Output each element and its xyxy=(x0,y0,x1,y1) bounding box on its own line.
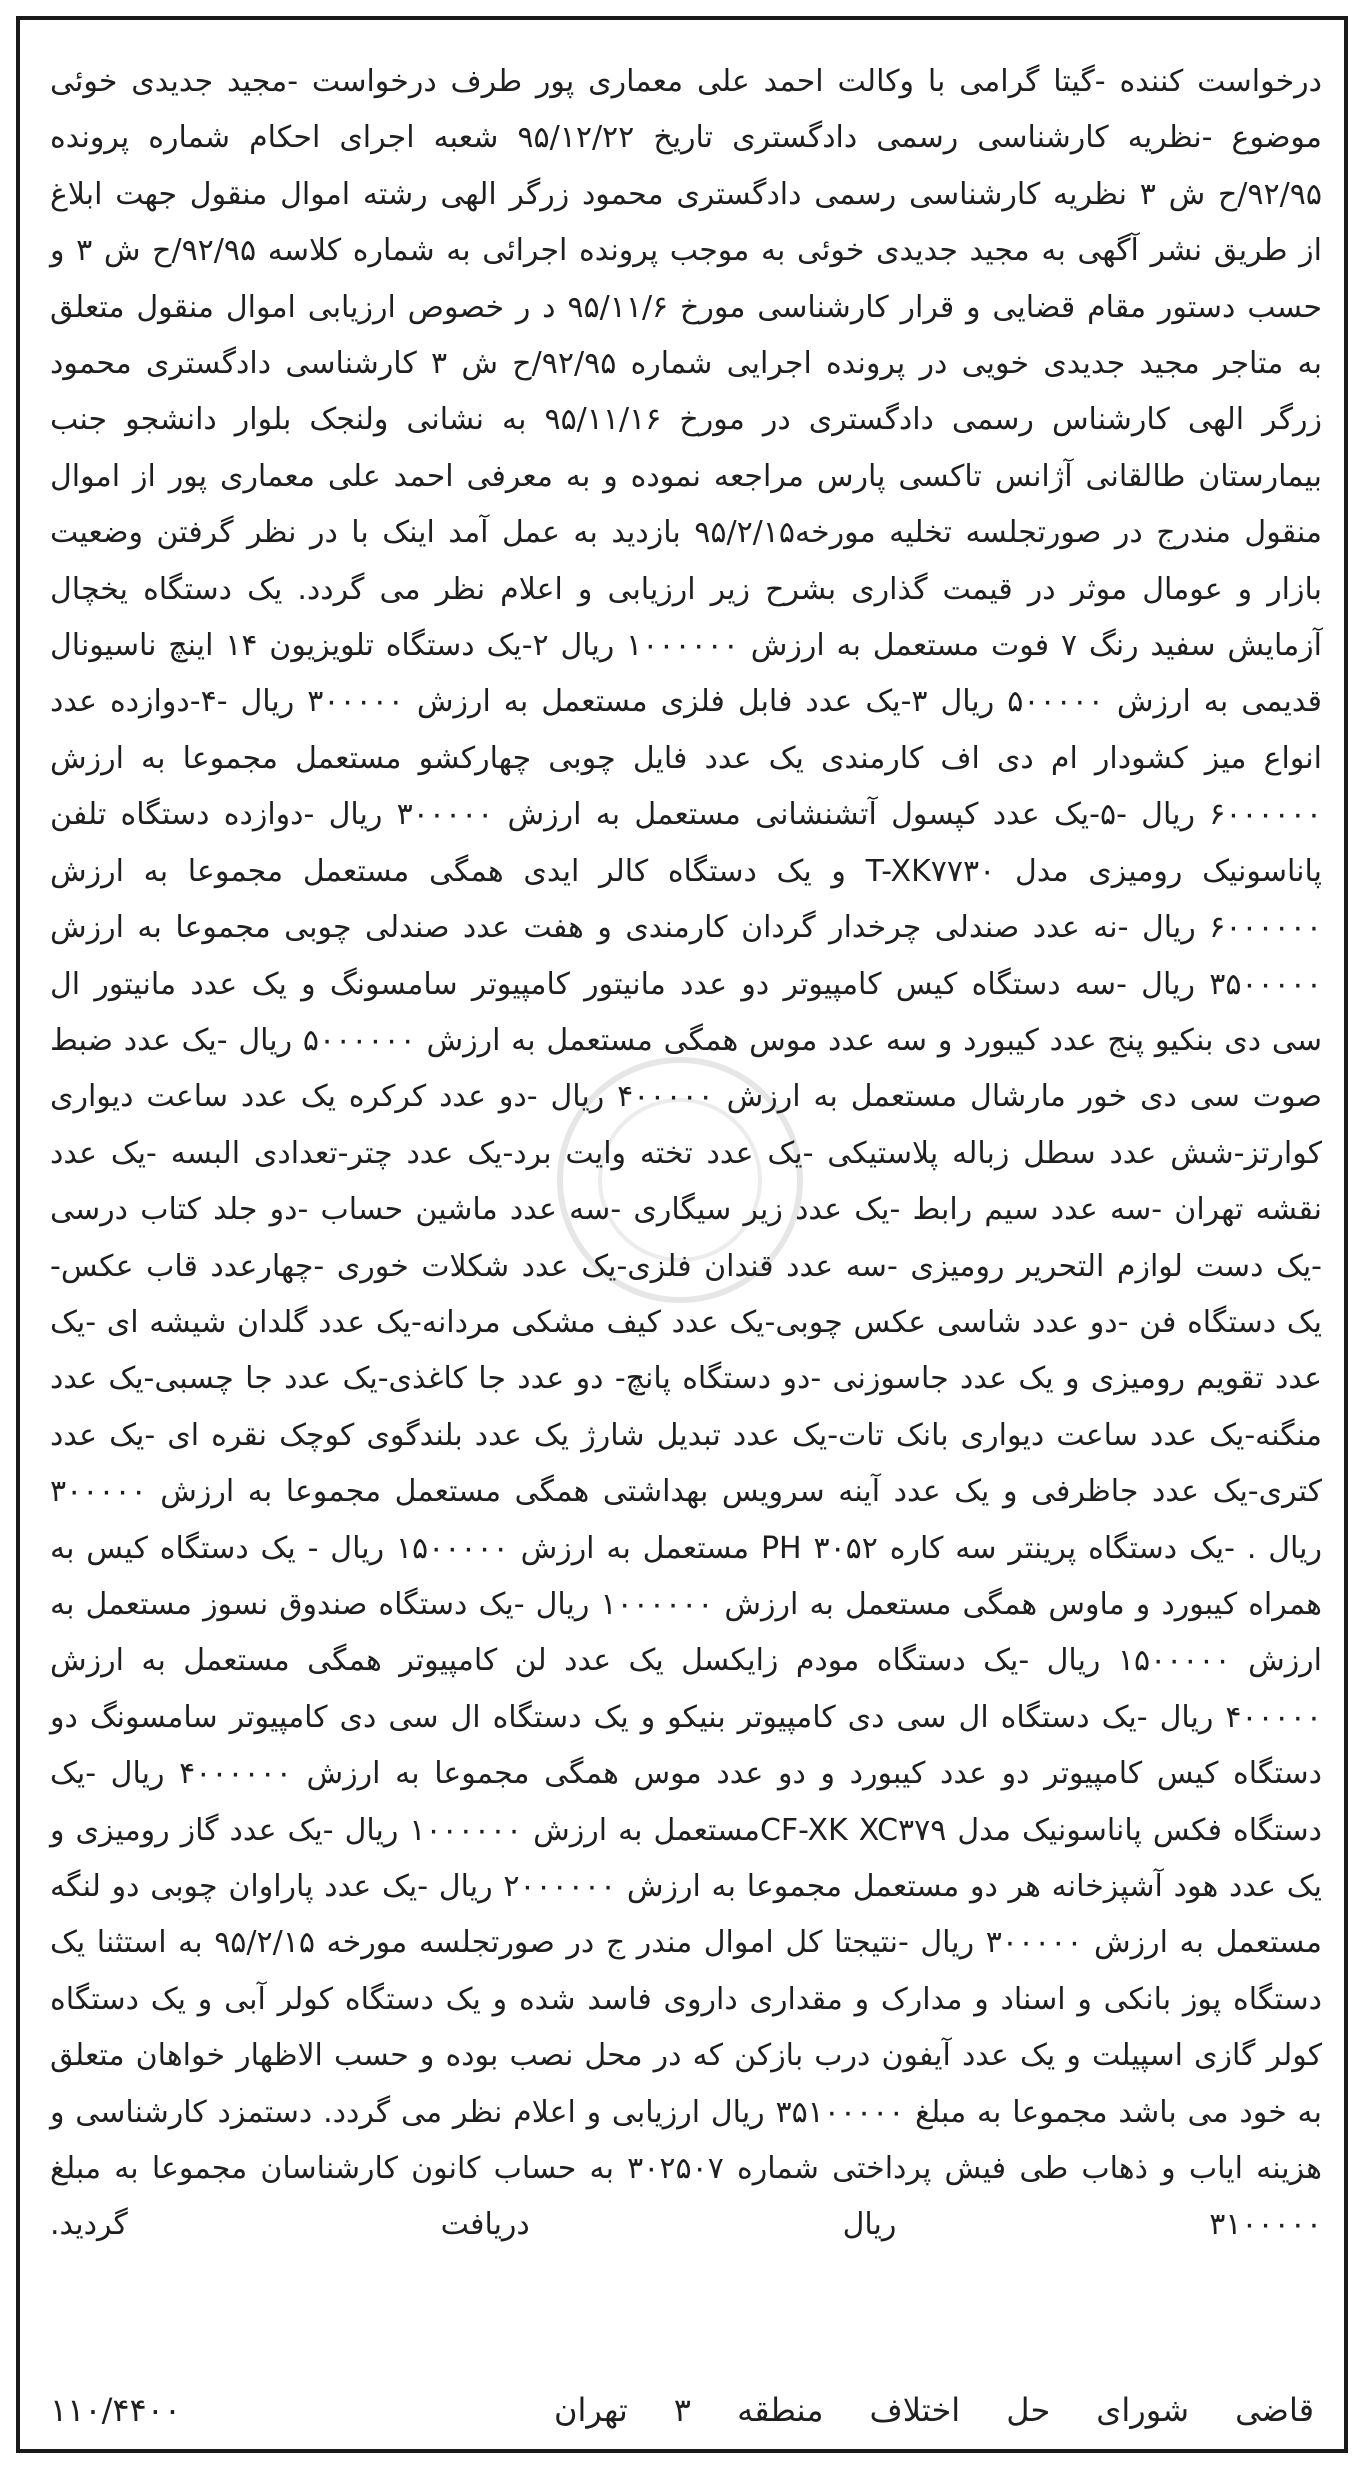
court-word: قاضی xyxy=(1235,2391,1314,2429)
court-word: منطقه xyxy=(737,2391,824,2429)
court-word: حل xyxy=(1006,2391,1051,2429)
court-word: اختلاف xyxy=(869,2391,961,2429)
court-word: تهران xyxy=(554,2391,628,2429)
court-signature-line xyxy=(554,2391,1314,2429)
notice-footer xyxy=(50,2381,1314,2439)
notice-frame xyxy=(16,16,1348,2453)
reference-number: ۱۱۰/۴۴۰۰ xyxy=(50,2391,182,2429)
court-word: ۳ xyxy=(673,2391,691,2429)
notice-body xyxy=(50,54,1322,2254)
notice-text: درخواست کننده -گیتا گرامی با وکالت احمد علی معماری پور طرف درخواست -مجید جدیدی خوئی موضوع -نظریه کارشناسی رسمی دادگستری تاریخ ۹۵/۱۲/۲۲ شعبه اجرای احکام شماره پرونده ۹۲/۹۵/ح ش ۳ نظریه کارشناسی رسمی دادگستری محمود زرگر الهی رشته اموال منقول جهت ابلاغ از طریق نشر آگهی به مجید جدیدی خوئی به موجب پرونده اجرائی به شماره کلاسه ۹۲/۹۵/ح ش ۳ و حسب دستور مقام قضایی و قرار کارشناسی مورخ ۹۵/۱۱/۶ د ر خصوص ارزیابی اموال منقول متعلق به متاجر مجید جدیدی خویی در پرونده اجرایی شماره ۹۲/۹۵/ح ش ۳ کارشناسی دادگستری محمود زرگر الهی کارشناس رسمی دادگستری در مورخ ۹۵/۱۱/۱۶ به نشانی ولنجک بلوار دانشجو جنب بیمارستان طالقانی آژانس تاکسی پارس مراجعه نموده و به معرفی احمد علی معماری پور از اموال منقول مندرج در صورتجلسه تخلیه مورخه۹۵/۲/۱۵ بازدید به عمل آمد اینک با در نظر گرفتن وضعیت بازار و عومال موثر در قیمت گذاری بشرح زیر ارزیابی و اعلام نظر می گردد. یک دستگاه یخچال آزمایش سفید رنگ ۷ فوت مستعمل به ارزش ۱۰۰۰۰۰۰ ریال ۲-یک دستگاه تلویزیون ۱۴ اینچ ناسیونال قدیمی به ارزش ۵۰۰۰۰۰ ریال ۳-یک عدد فابل فلزی مستعمل به ارزش ۳۰۰۰۰۰ ریال -۴-دوازده عدد انواع میز کشودار ام دی اف کارمندی یک عدد فایل چوبی چهارکشو مستعمل مجموعا به ارزش ۶۰۰۰۰۰۰ ریال -۵-یک عدد کپسول آتشنشانی مستعمل به ارزش ۳۰۰۰۰۰ ریال -دوازده دستگاه تلفن پاناسونیک رومیزی مدل T-XK۷۷۳۰ و یک دستگاه کالر ایدی همگی مستعمل مجموعا به ارزش ۶۰۰۰۰۰۰ ریال -نه عدد صندلی چرخدار گردان کارمندی و هفت عدد صندلی چوبی مجموعا به ارزش ۳۵۰۰۰۰۰ ریال -سه دستگاه کیس کامپیوتر دو عدد مانیتور کامپیوتر سامسونگ و یک عدد مانیتور ال سی دی بنکیو پنج عدد کیبورد و سه عدد موس همگی مستعمل به ارزش ۵۰۰۰۰۰۰ ریال -یک عدد ضبط صوت سی دی خور مارشال مستعمل به ارزش ۴۰۰۰۰۰ ریال -دو عدد کرکره یک عدد ساعت دیواری کوارتز-شش عدد سطل زباله پلاستیکی -یک عدد تخته وایت برد-یک عدد چتر-تعدادی البسه -یک عدد نقشه تهران -سه عدد سیم رابط -یک عدد زیر سیگاری -سه عدد ماشین حساب -دو جلد کتاب درسی -یک دست لوازم التحریر رومیزی -سه عدد قندان فلزی-یک عدد شکلات خوری -چهارعدد قاب عکس-یک دستگاه فن -دو عدد شاسی عکس چوبی-یک عدد کیف مشکی مردانه-یک عدد گلدان شیشه ای -یک عدد تقویم رومیزی و یک عدد جاسوزنی -دو دستگاه پانچ- دو عدد جا کاغذی-یک عدد جا چسبی-یک عدد منگنه-یک عدد ساعت دیواری بانک تات-یک عدد تبدیل شارژ یک عدد بلندگوی کوچک نقره ای -یک عدد کتری-یک عدد جاظرفی و یک عدد آینه سرویس بهداشتی همگی مستعمل مجموعا به ارزش ۳۰۰۰۰۰ ریال . -یک دستگاه پرینتر سه کاره PH ۳۰۵۲ مستعمل به ارزش ۱۵۰۰۰۰۰ ریال - یک دستگاه کیس به همراه کیبورد و ماوس همگی مستعمل به ارزش ۱۰۰۰۰۰۰ ریال -یک دستگاه صندوق نسوز مستعمل به ارزش ۱۵۰۰۰۰۰ ریال -یک دستگاه مودم زایکسل یک عدد لن کامپیوتر همگی مستعمل به ارزش ۴۰۰۰۰۰ ریال -یک دستگاه ال سی دی کامپیوتر بنیکو و یک دستگاه ال سی دی کامپیوتر سامسونگ دو دستگاه کیس کامپیوتر دو عدد کیبورد و دو عدد موس همگی مجموعا به ارزش ۴۰۰۰۰۰۰ ریال -یک دستگاه فکس پاناسونیک مدل CF-XK XC۳۷۹مستعمل به ارزش ۱۰۰۰۰۰۰ ریال -یک عدد گاز رومیزی و یک عدد هود آشپزخانه هر دو مستعمل مجموعا به ارزش ۲۰۰۰۰۰۰ ریال -یک عدد پاراوان چوبی دو لنگه مستعمل به ارزش ۳۰۰۰۰۰ ریال -نتیجتا کل اموال مندر ج در صورتجلسه مورخه ۹۵/۲/۱۵ به استثنا یک دستگاه پوز بانکی و اسناد و مدارک و مقداری داروی فاسد شده و یک دستگاه کولر آبی و یک دستگاه کولر گازی اسپیلت و یک عدد آیفون درب بازکن که در محل نصب بوده و حسب الاظهار خواهان متعلق به خود می باشد مجموعا به مبلغ ۳۵۱۰۰۰۰۰ ریال ارزیابی و اعلام نظر می گردد. دستمزد کارشناسی و هزینه ایاب و ذهاب طی فیش پرداختی شماره ۳۰۲۵۰۷ به حساب کانون کارشناسان مجموعا به مبلغ ۳۱۰۰۰۰۰ ریال دریافت گردید. xyxy=(50,64,1323,2243)
court-word: شورای xyxy=(1096,2391,1190,2429)
